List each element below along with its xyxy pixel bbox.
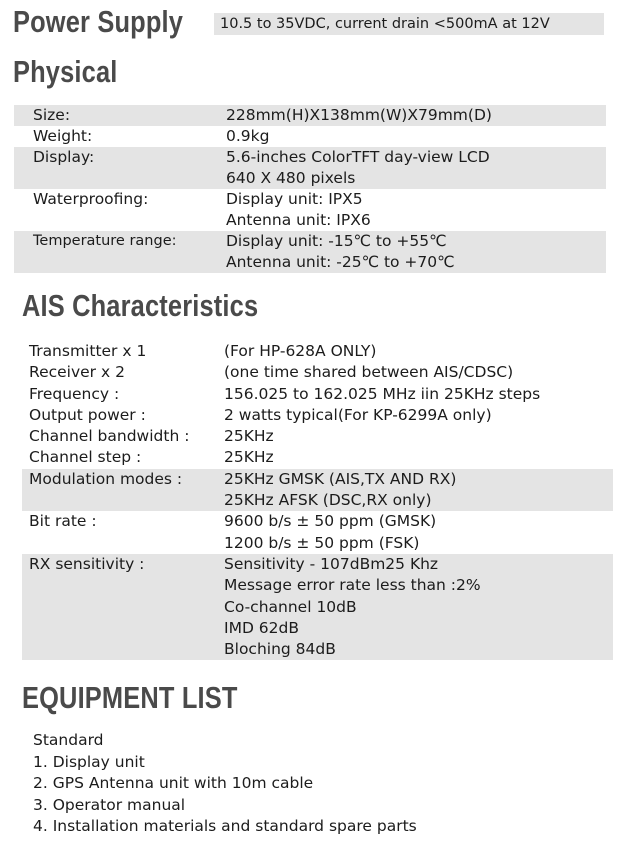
- ais-spec-label: Receiver x 2: [29, 363, 125, 382]
- ais-spec-label: Frequency :: [29, 384, 120, 403]
- physical-spec-value: 0.9kg: [226, 127, 270, 145]
- ais-spec-value: Co-channel 10dB: [224, 597, 357, 616]
- physical-spec-row: [14, 189, 606, 231]
- physical-spec-label: Waterproofing:: [33, 190, 149, 208]
- ais-spec-row: [22, 447, 613, 468]
- physical-spec-label: Size:: [33, 106, 71, 124]
- physical-spec-row: [14, 231, 606, 273]
- ais-spec-value: 25KHz: [224, 427, 274, 446]
- ais-spec-value: Bloching 84dB: [224, 640, 336, 659]
- ais-spec-row: [22, 405, 613, 426]
- ais-spec-value: 25KHz AFSK (DSC,RX only): [224, 491, 432, 510]
- ais-spec-row: [22, 384, 613, 405]
- physical-spec-label: Weight:: [33, 127, 93, 145]
- ais-spec-row: [22, 341, 613, 362]
- ais-spec-value: (one time shared between AIS/CDSC): [224, 363, 514, 382]
- ais-spec-value: 25KHz: [224, 448, 274, 467]
- equipment-item: 1. Display unit: [33, 752, 145, 771]
- ais-spec-value: 2 watts typical(For KP-6299A only): [224, 405, 492, 424]
- ais-spec-row: [22, 469, 613, 512]
- ais-spec-label: Modulation modes :: [29, 469, 183, 488]
- physical-heading: Physical: [13, 54, 118, 89]
- physical-spec-row: [14, 126, 606, 147]
- ais-characteristics-heading: AIS Characteristics: [22, 288, 259, 323]
- physical-spec-value: Display unit: IPX5: [226, 190, 363, 208]
- equipment-item: 3. Operator manual: [33, 795, 186, 814]
- physical-spec-value: 5.6-inches ColorTFT day-view LCD: [226, 148, 490, 166]
- ais-spec-value: 156.025 to 162.025 MHz iin 25KHz steps: [224, 384, 541, 403]
- ais-spec-table: [22, 341, 613, 660]
- physical-spec-value: 640 X 480 pixels: [226, 169, 356, 187]
- physical-spec-row: [14, 105, 606, 126]
- equipment-item: 2. GPS Antenna unit with 10m cable: [33, 774, 314, 792]
- physical-spec-value: Antenna unit: -25℃ to +70℃: [226, 253, 455, 271]
- equipment-list: [33, 730, 417, 838]
- ais-spec-label: Output power :: [29, 405, 146, 424]
- physical-spec-value: Display unit: -15℃ to +55℃: [226, 232, 447, 250]
- ais-spec-label: Transmitter x 1: [29, 342, 147, 360]
- ais-spec-value: 25KHz GMSK (AIS,TX AND RX): [224, 469, 457, 488]
- ais-spec-row: [22, 362, 613, 383]
- ais-spec-value: Message error rate less than :2%: [224, 576, 481, 595]
- ais-spec-value: 1200 b/s ± 50 ppm (FSK): [224, 533, 420, 552]
- physical-spec-label: Temperature range:: [33, 233, 177, 249]
- physical-spec-row: [14, 147, 606, 189]
- physical-spec-table: [14, 105, 606, 273]
- physical-spec-value: Antenna unit: IPX6: [226, 211, 371, 229]
- ais-spec-label: RX sensitivity :: [29, 554, 145, 573]
- power-supply-value: 10.5 to 35VDC, current drain <500mA at 12V: [214, 13, 604, 35]
- ais-spec-value: (For HP-628A ONLY): [224, 342, 377, 360]
- physical-spec-label: Display:: [33, 148, 95, 166]
- ais-spec-label: Channel step :: [29, 448, 142, 467]
- ais-spec-value: Sensitivity - 107dBm25 Khz: [224, 554, 439, 573]
- ais-spec-label: Channel bandwidth :: [29, 427, 190, 446]
- equipment-group-label: Standard: [33, 731, 104, 749]
- ais-spec-value: 9600 b/s ± 50 ppm (GMSK): [224, 512, 437, 531]
- ais-spec-row: [22, 426, 613, 447]
- physical-spec-value: 228mm(H)X138mm(W)X79mm(D): [226, 106, 492, 124]
- equipment-item: 4. Installation materials and standard spare parts: [33, 817, 417, 835]
- equipment-list-heading: EQUIPMENT LIST: [22, 680, 238, 715]
- ais-spec-row: [22, 554, 613, 660]
- power-supply-heading: Power Supply: [13, 4, 184, 39]
- ais-spec-value: IMD 62dB: [224, 618, 300, 637]
- ais-spec-row: [22, 511, 613, 554]
- ais-spec-label: Bit rate :: [29, 512, 97, 531]
